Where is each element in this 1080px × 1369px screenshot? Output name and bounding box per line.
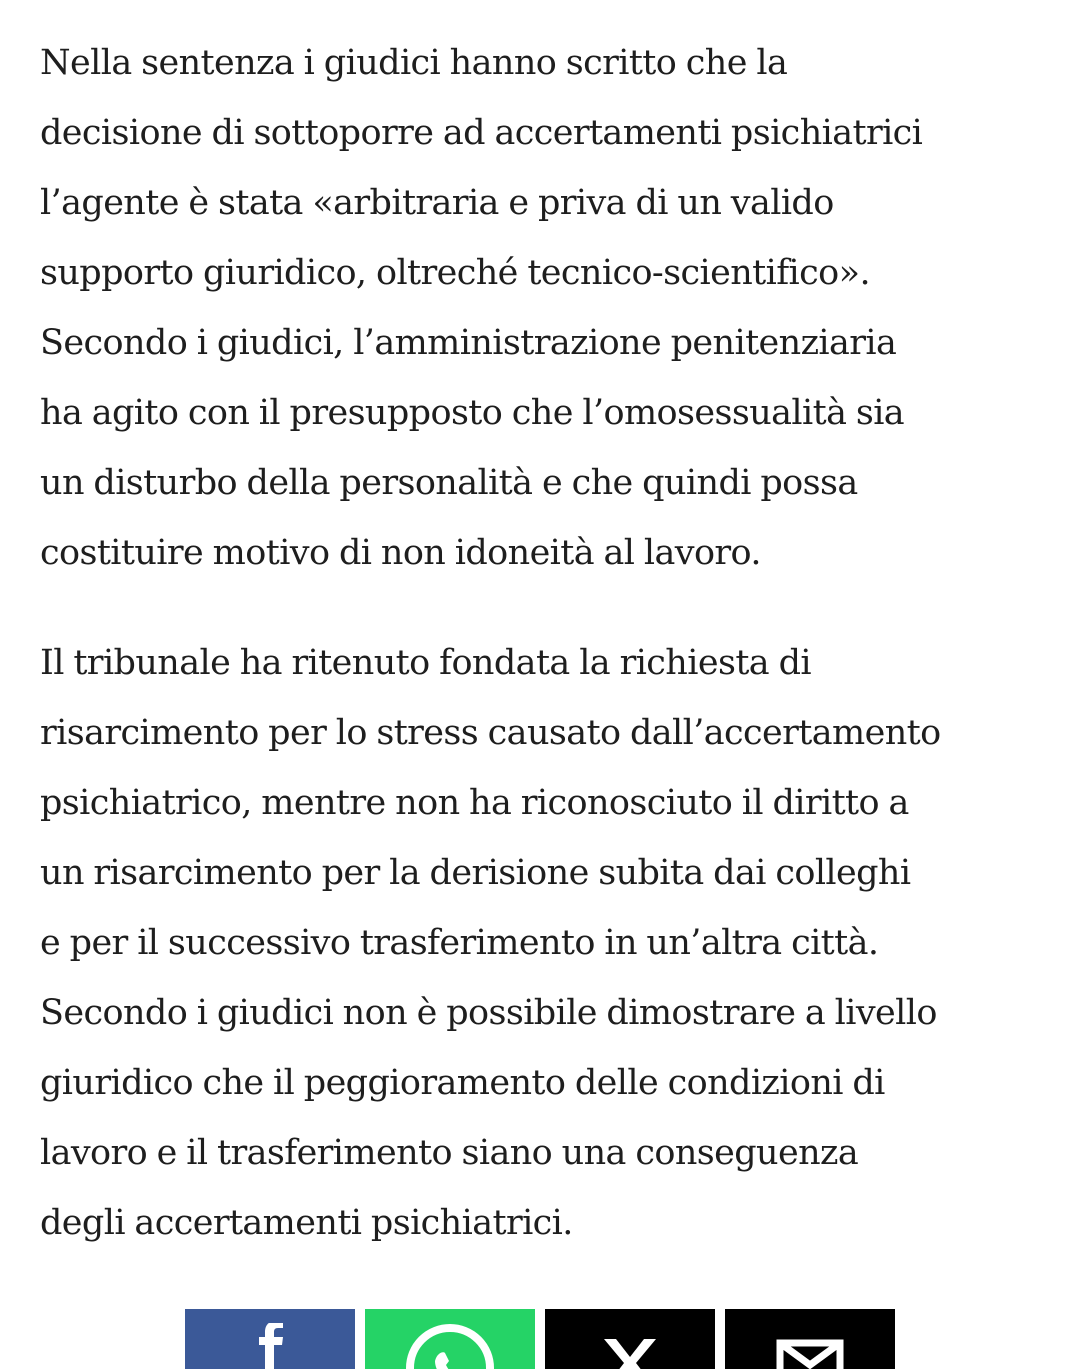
x-share-button[interactable]	[545, 1309, 715, 1369]
text-line: giuridico che il peggioramento delle condizioni di	[40, 1063, 885, 1103]
article-paragraph	[40, 628, 1050, 1258]
text-line: Nella sentenza i giudici hanno scritto che la	[40, 43, 788, 83]
text-line: degli accertamenti psichiatrici.	[40, 1203, 573, 1243]
text-line: decisione di sottoporre ad accertamenti psichiatrici	[40, 113, 923, 153]
text-line: supporto giuridico, oltreché tecnico-scientifico».	[40, 253, 870, 293]
text-line: psichiatrico, mentre non ha riconosciuto il diritto a	[40, 783, 909, 823]
text-line: ha agito con il presupposto che l’omosessualità sia	[40, 393, 905, 433]
text-line: un risarcimento per la derisione subita dai colleghi	[40, 853, 911, 893]
text-line: e per il successivo trasferimento in un’altra città.	[40, 923, 879, 963]
text-line: risarcimento per lo stress causato dall’accertamento	[40, 713, 941, 753]
email-share-button[interactable]	[725, 1309, 895, 1369]
email-icon	[770, 1323, 850, 1369]
facebook-icon	[250, 1323, 290, 1369]
whatsapp-icon	[405, 1323, 495, 1369]
text-line: Secondo i giudici non è possibile dimostrare a livello	[40, 993, 937, 1033]
article-paragraph	[40, 28, 1050, 588]
article-body	[40, 28, 1050, 1258]
text-line: Secondo i giudici, l’amministrazione penitenziaria	[40, 323, 897, 363]
share-bar	[185, 1309, 895, 1369]
text-line: costituire motivo di non idoneità al lavoro.	[40, 533, 761, 573]
text-line: Il tribunale ha ritenuto fondata la richiesta di	[40, 643, 811, 683]
text-line: lavoro e il trasferimento siano una conseguenza	[40, 1133, 859, 1173]
x-icon	[600, 1323, 660, 1369]
whatsapp-share-button[interactable]	[365, 1309, 535, 1369]
text-line: l’agente è stata «arbitraria e priva di un valido	[40, 183, 834, 223]
text-line: un disturbo della personalità e che quindi possa	[40, 463, 858, 503]
facebook-share-button[interactable]	[185, 1309, 355, 1369]
